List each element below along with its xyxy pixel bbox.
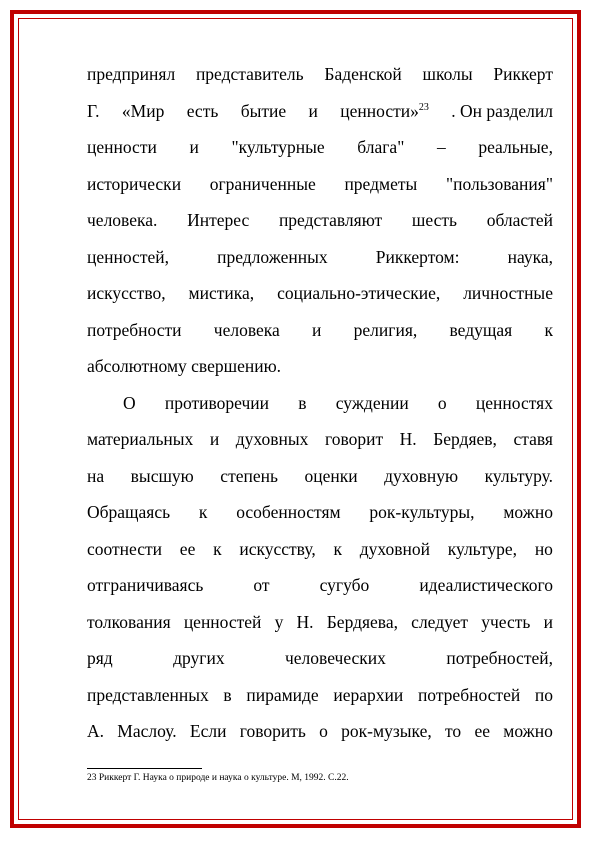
- text-line: [87, 567, 553, 604]
- word: потребностей,: [446, 648, 553, 668]
- word: духовных: [235, 429, 309, 449]
- word: сугубо: [319, 575, 370, 595]
- word: человеческих: [284, 648, 386, 668]
- word: и: [189, 137, 199, 157]
- word: ее: [474, 721, 490, 741]
- word: ограниченные: [209, 173, 316, 194]
- word: искусство,: [87, 283, 166, 303]
- text-line: [87, 202, 553, 239]
- word: областей: [486, 210, 553, 230]
- word: рок-культуры,: [369, 502, 475, 522]
- word: наука,: [507, 246, 553, 267]
- word: о: [319, 721, 328, 741]
- word: Риккертом:: [375, 246, 460, 267]
- word: соотнести: [87, 538, 163, 559]
- word: Н.: [296, 611, 314, 632]
- word: "культурные: [231, 137, 325, 157]
- word: . Он разделил: [451, 100, 553, 121]
- word: человека: [213, 319, 280, 340]
- word: отграничиваясь: [87, 575, 204, 595]
- word: ценностях: [475, 392, 553, 413]
- text-line: [87, 275, 553, 312]
- word: потребностей: [417, 684, 521, 705]
- word: и: [312, 319, 322, 340]
- word: бытие: [240, 100, 287, 121]
- word: и: [543, 611, 553, 632]
- word: высшую: [130, 465, 194, 486]
- word: Н.: [399, 429, 417, 449]
- word: степень: [220, 465, 278, 486]
- word: ценности»$^{23}$: [340, 100, 429, 121]
- word: предметы: [344, 173, 418, 194]
- word: Обращаясь: [87, 502, 171, 522]
- footnote: 23 Риккерт Г. Наука о природе и наука о культуре. М, 1992. С.22.: [87, 773, 349, 783]
- word: по: [534, 684, 553, 705]
- word: особенностям: [236, 502, 341, 522]
- word: религия,: [353, 319, 418, 340]
- word: мистика,: [188, 283, 255, 303]
- word: духовной: [359, 538, 430, 559]
- word: А.: [87, 721, 105, 741]
- word: предпринял: [87, 64, 176, 84]
- word: предложенных: [217, 246, 328, 267]
- text-line: [87, 129, 553, 166]
- word: «Мир: [121, 100, 165, 121]
- word: Маслоу.: [117, 721, 177, 741]
- word: можно: [503, 502, 553, 522]
- text-line: [87, 93, 553, 130]
- word: исторически: [87, 173, 182, 194]
- footnote-reference: 23: [418, 101, 429, 113]
- text-line: [87, 604, 553, 641]
- word: ряд: [87, 648, 113, 668]
- word: других: [173, 648, 225, 668]
- line-text: абсолютному свершению.: [87, 356, 282, 376]
- text-line: [87, 713, 553, 750]
- word: в: [223, 684, 232, 705]
- word: материальных: [87, 429, 194, 449]
- word: реальные,: [478, 137, 553, 157]
- word: человека.: [87, 210, 158, 230]
- word: и: [308, 100, 318, 121]
- word: представляют: [278, 210, 383, 230]
- word: блага": [357, 137, 405, 157]
- text-line: [87, 385, 553, 422]
- word: рок-музыке,: [341, 721, 432, 741]
- word: личностные: [463, 283, 553, 303]
- text-line: [87, 531, 553, 568]
- word: Баденской: [324, 64, 402, 84]
- word: потребности: [87, 319, 182, 340]
- word: можно: [503, 721, 553, 741]
- word: суждении: [335, 392, 409, 413]
- body-text: [87, 56, 553, 750]
- word: говорит: [324, 429, 384, 449]
- word: представленных: [87, 684, 209, 705]
- word: ее: [179, 538, 196, 559]
- text-line: [87, 494, 553, 531]
- word: ценностей,: [87, 246, 169, 267]
- text-line: [87, 348, 553, 385]
- text-line: [87, 239, 553, 276]
- word: к: [198, 502, 208, 522]
- word: ставя: [513, 429, 553, 449]
- text-line: [87, 56, 553, 93]
- word: Интерес: [187, 210, 250, 230]
- text-line: [87, 458, 553, 495]
- word: ценностей: [183, 611, 262, 632]
- word: на: [87, 465, 105, 486]
- text-line: [87, 421, 553, 458]
- text-line: [87, 677, 553, 714]
- word: о: [437, 392, 447, 413]
- word: социально-этические,: [277, 283, 441, 303]
- word: представитель: [195, 64, 304, 84]
- text-line: [87, 312, 553, 349]
- word: школы: [422, 64, 473, 84]
- word: культуре,: [447, 538, 518, 559]
- word: говорить: [239, 721, 306, 741]
- word: Бердяев,: [433, 429, 497, 449]
- word: Г.: [87, 100, 100, 121]
- word: Если: [189, 721, 227, 741]
- word: "пользования": [445, 173, 553, 194]
- word: культуру.: [484, 465, 553, 486]
- text-line: [87, 640, 553, 677]
- word: толкования: [87, 611, 171, 632]
- word: в: [298, 392, 307, 413]
- word: но: [534, 538, 553, 559]
- word: духовную: [384, 465, 459, 486]
- word: к: [544, 319, 553, 340]
- word: искусству,: [239, 538, 316, 559]
- word: и: [209, 429, 220, 449]
- word: то: [445, 721, 462, 741]
- word: –: [436, 137, 446, 157]
- word: идеалистического: [419, 575, 553, 595]
- word: Бердяева,: [326, 611, 398, 632]
- word: оценки: [304, 465, 358, 486]
- word: пирамиде: [246, 684, 319, 705]
- word: ценности: [87, 137, 157, 157]
- word: есть: [186, 100, 219, 121]
- word: у: [274, 611, 284, 632]
- word: учесть: [481, 611, 531, 632]
- word: О: [123, 392, 136, 413]
- text-line: [87, 166, 553, 203]
- word: противоречии: [164, 392, 270, 413]
- footnote-separator: [87, 768, 202, 769]
- word: Риккерт: [493, 64, 553, 84]
- word: к: [333, 538, 342, 559]
- word: иерархии: [333, 684, 404, 705]
- word: следует: [411, 611, 469, 632]
- word: от: [253, 575, 270, 595]
- word: к: [213, 538, 222, 559]
- word: шесть: [411, 210, 457, 230]
- word: ведущая: [449, 319, 513, 340]
